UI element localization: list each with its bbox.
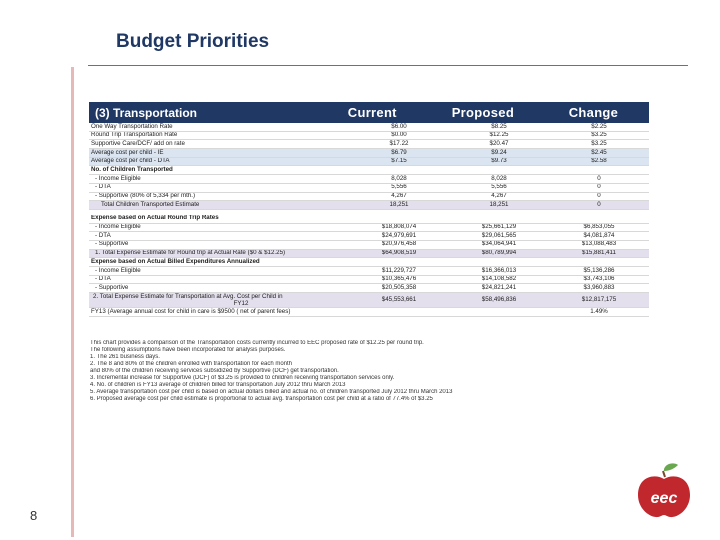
- row-current: $11,229,727: [382, 267, 416, 274]
- note-line: 6. Proposed average cost per child estimate is proportional to actual avg. transportation cost per child at a ratio of 77.4% of $3.25: [90, 396, 433, 402]
- row-label: - Income Eligible: [95, 223, 141, 231]
- row-proposed: $9.24: [491, 149, 507, 156]
- row-change: 0: [597, 175, 601, 182]
- table-row: [89, 175, 649, 184]
- header-label: (3) Transportation: [95, 105, 198, 120]
- row-proposed: $25,661,129: [481, 223, 517, 231]
- row-label: - DTA: [95, 183, 111, 191]
- row-change: $3,743,106: [583, 275, 615, 283]
- table-row: [89, 241, 649, 250]
- row-change: $3.25: [591, 140, 607, 147]
- row-change: $5,136,286: [583, 267, 615, 274]
- row-current: $0.00: [391, 131, 407, 139]
- row-current: $20,976,458: [381, 240, 417, 248]
- row-current: 4,267: [391, 192, 407, 199]
- row-label: 1. Total Expense Estimate for Round trip at Actual Rate ($0 & $12.25): [95, 249, 286, 257]
- row-label: Expense based on Actual Round Trip Rates: [91, 214, 219, 222]
- row-current: $24,979,691: [381, 232, 417, 239]
- row-change: 0: [597, 192, 601, 199]
- row-label: One Way Transportation Rate: [91, 123, 173, 130]
- table-row: [89, 158, 649, 167]
- header-current: Current: [347, 105, 397, 120]
- note-line: 1. The 261 business days.: [90, 354, 160, 360]
- note-line: 3. Incremental increase for Supportive (DCF) of $3.25 is provided to children receiving transportation services only.: [90, 375, 395, 381]
- row-change: $2.58: [591, 157, 607, 165]
- table-row: [89, 276, 649, 285]
- row-current: $18,808,074: [381, 223, 417, 231]
- row-proposed: 8,028: [491, 175, 507, 182]
- note-line: 4. No. of children is FY13 average of children billed for transportation July 2012 thru March 2013: [90, 382, 346, 388]
- table-row: [89, 123, 649, 132]
- eec-logo: [634, 463, 694, 519]
- table-row: [89, 224, 649, 233]
- table-row: [89, 232, 649, 241]
- avg-cost-label-line2: FY12: [233, 300, 249, 308]
- table-body: [89, 123, 649, 293]
- row-label: - DTA: [95, 232, 111, 239]
- row-current: $64,908,519: [381, 249, 417, 257]
- table-row: [89, 193, 649, 202]
- row-change: $2.25: [591, 123, 607, 130]
- fy13-change: 1.49%: [590, 308, 608, 315]
- row-current: 18,251: [389, 201, 409, 208]
- transportation-table: [89, 102, 649, 317]
- note-line: 2. The 8 and 80% of the children enrolled with transportation for each month: [90, 361, 293, 367]
- row-current: $7.15: [391, 157, 407, 165]
- row-proposed: $34,064,941: [481, 240, 517, 248]
- row-proposed: 18,251: [489, 201, 509, 208]
- row-current: $20,505,358: [381, 284, 417, 291]
- apple-leaf-icon: [664, 463, 678, 471]
- table-row: [89, 284, 649, 293]
- row-change: $6,853,055: [583, 223, 615, 231]
- row-proposed: 4,267: [491, 192, 507, 199]
- row-proposed: $16,366,013: [481, 267, 517, 274]
- row-change: 0: [597, 183, 601, 191]
- table-row: [89, 166, 649, 175]
- row-proposed: $29,061,565: [481, 232, 517, 239]
- assumption-notes: [90, 340, 650, 403]
- page-number: 8: [30, 508, 38, 523]
- title-divider: [88, 65, 688, 66]
- table-row: [89, 215, 649, 224]
- table-row: [89, 140, 649, 149]
- row-current: $10,365,476: [381, 275, 417, 283]
- row-label: Supportive Care/DCF/ add on rate: [91, 140, 185, 147]
- table-row: [89, 201, 649, 210]
- table-row: [89, 258, 649, 267]
- logo-text: eec: [650, 490, 678, 507]
- row-label: Expense based on Actual Billed Expenditures Annualized: [91, 258, 260, 265]
- row-change: $3,960,883: [583, 284, 615, 291]
- row-proposed: $12.25: [489, 131, 509, 139]
- row-proposed: 5,556: [491, 183, 507, 191]
- row-proposed: $14,108,582: [481, 275, 517, 283]
- table-row: [89, 184, 649, 193]
- slide-left-border: [71, 67, 74, 537]
- row-label: Total Children Transported Estimate: [101, 201, 200, 208]
- row-change: $2.45: [591, 149, 607, 156]
- note-line: This chart provides a comparison of the Transportation costs currently incurred to EEC proposed rate of $12.25 per round trip.: [90, 340, 424, 346]
- page-title: Budget Priorities: [116, 31, 270, 52]
- row-label: Average cost per child - IE: [91, 149, 164, 156]
- note-line: The following assumptions have been incorporated for analysis purposes.: [90, 347, 286, 353]
- row-label: - Supportive (80% of 5,334 per mth.): [95, 192, 196, 199]
- row-proposed: $8.25: [491, 123, 507, 130]
- header-proposed: Proposed: [451, 105, 515, 120]
- avg-cost-proposed: $58,496,836: [481, 295, 517, 303]
- row-label: - Supportive: [95, 240, 129, 248]
- avg-cost-current: $45,553,661: [381, 295, 417, 303]
- table-row: [89, 267, 649, 276]
- row-change: $3.25: [591, 131, 607, 139]
- row-label: Average cost per child - DTA: [91, 157, 170, 165]
- row-current: $17.22: [389, 140, 409, 147]
- row-change: 0: [597, 201, 601, 208]
- table-row: [89, 132, 649, 141]
- table-row-avg-cost: [89, 293, 649, 308]
- row-current: $6.00: [391, 123, 407, 130]
- row-label: Round Trip Transportation Rate: [91, 131, 178, 139]
- row-label: No. of Children Transported: [91, 166, 173, 173]
- row-label: - Income Eligible: [95, 267, 141, 274]
- avg-cost-label-line1: 2. Total Expense Estimate for Transportation at Avg. Cost per Child in: [93, 293, 283, 301]
- row-label: - Supportive: [95, 284, 129, 291]
- table-row: [89, 250, 649, 259]
- note-line: and 80% of the children receiving services subsidized by Supportive (DCF) get transportation.: [90, 368, 339, 374]
- table-row: [89, 149, 649, 158]
- table-header: [89, 102, 649, 123]
- row-proposed: $9.73: [491, 157, 507, 165]
- fy13-label: FY13 (Average annual cost for child in care is $9500 ( net of parent fees): [91, 308, 291, 315]
- row-change: $13,088,483: [581, 240, 617, 248]
- apple-stem-icon: [663, 471, 665, 477]
- row-proposed: $80,789,994: [481, 249, 517, 257]
- row-label: - Income Eligible: [95, 175, 141, 182]
- row-proposed: $20.47: [489, 140, 509, 147]
- table-row-fy13: [89, 308, 649, 317]
- row-current: 5,556: [391, 183, 407, 191]
- row-current: 8,028: [391, 175, 407, 182]
- row-label: - DTA: [95, 275, 111, 283]
- row-change: $15,881,411: [582, 249, 616, 257]
- note-line: 5. Average transportation cost per child is based on actual dollars billed and actual no. of children transported July 2012 thru March 2013: [90, 389, 453, 395]
- row-change: $4,081,874: [583, 232, 615, 239]
- avg-cost-change: $12,817,175: [581, 295, 617, 303]
- row-current: $6.79: [391, 149, 407, 156]
- row-proposed: $24,821,241: [481, 284, 517, 291]
- header-change: Change: [568, 105, 619, 120]
